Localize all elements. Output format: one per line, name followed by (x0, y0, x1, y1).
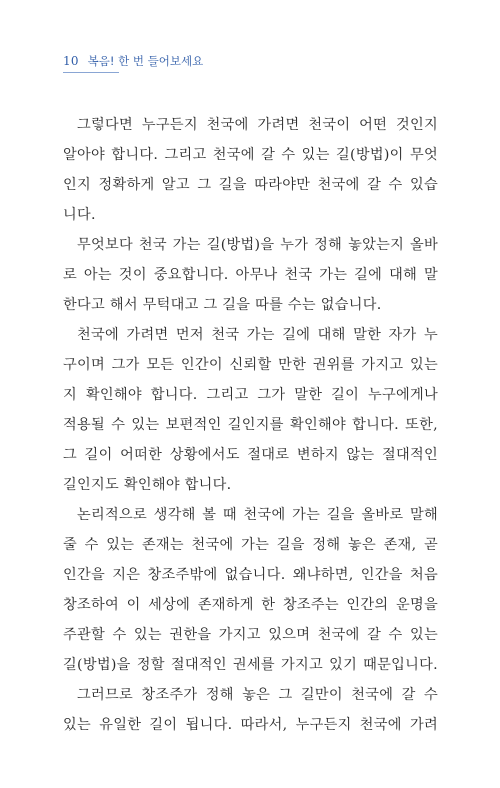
text-line: 길(방법)을 정할 절대적인 권세를 가지고 있기 때문입니다. (63, 657, 438, 673)
text-line: 한다고 해서 무턱대고 그 길을 따를 수는 없습니다. (63, 297, 382, 313)
page-number: 10 (63, 54, 79, 68)
text-line: 창조하여 이 세상에 존재하게 한 창조주는 인간의 운명을 (63, 597, 438, 613)
text-line: 인간을 지은 창조주밖에 없습니다. 왜냐하면, 인간을 처음 (63, 567, 438, 583)
text-line: 로 아는 것이 중요합니다. 아무나 천국 가는 길에 대해 말 (63, 267, 438, 283)
text-line: 적용될 수 있는 보편적인 길인지를 확인해야 합니다. 또한, (63, 417, 438, 433)
body-text (63, 110, 438, 740)
text-line: 구이며 그가 모든 인간이 신뢰할 만한 권위를 가지고 있는 (63, 357, 438, 373)
running-header (63, 53, 203, 69)
text-line: 무엇보다 천국 가는 길(방법)을 누가 정해 놓았는지 올바 (77, 237, 438, 253)
text-line: 그렇다면 누구든지 천국에 가려면 천국이 어떤 것인지 (77, 117, 438, 133)
chapter-title: 복음! 한 번 들어보세요 (87, 54, 204, 68)
text-line: 인지 정확하게 알고 그 길을 따라야만 천국에 갈 수 있습 (63, 177, 438, 193)
text-line: 천국에 가려면 먼저 천국 가는 길에 대해 말한 자가 누 (77, 327, 438, 343)
header-divider (63, 72, 119, 73)
text-line: 줄 수 있는 존재는 천국에 가는 길을 정해 놓은 존재, 곧 (63, 537, 438, 553)
text-line: 니다. (63, 207, 96, 223)
text-line: 논리적으로 생각해 볼 때 천국에 가는 길을 올바로 말해 (77, 507, 438, 523)
text-line: 그러므로 창조주가 정해 놓은 그 길만이 천국에 갈 수 (77, 687, 438, 703)
text-line: 알아야 합니다. 그리고 천국에 갈 수 있는 길(방법)이 무엇 (63, 147, 438, 163)
text-line: 길인지도 확인해야 합니다. (63, 477, 232, 493)
text-line: 주관할 수 있는 권한을 가지고 있으며 천국에 갈 수 있는 (63, 627, 438, 643)
text-line: 있는 유일한 길이 됩니다. 따라서, 누구든지 천국에 가려 (63, 717, 438, 733)
text-line: 그 길이 어떠한 상황에서도 절대로 변하지 않는 절대적인 (63, 447, 438, 463)
text-line: 지 확인해야 합니다. 그리고 그가 말한 길이 누구에게나 (63, 387, 438, 403)
